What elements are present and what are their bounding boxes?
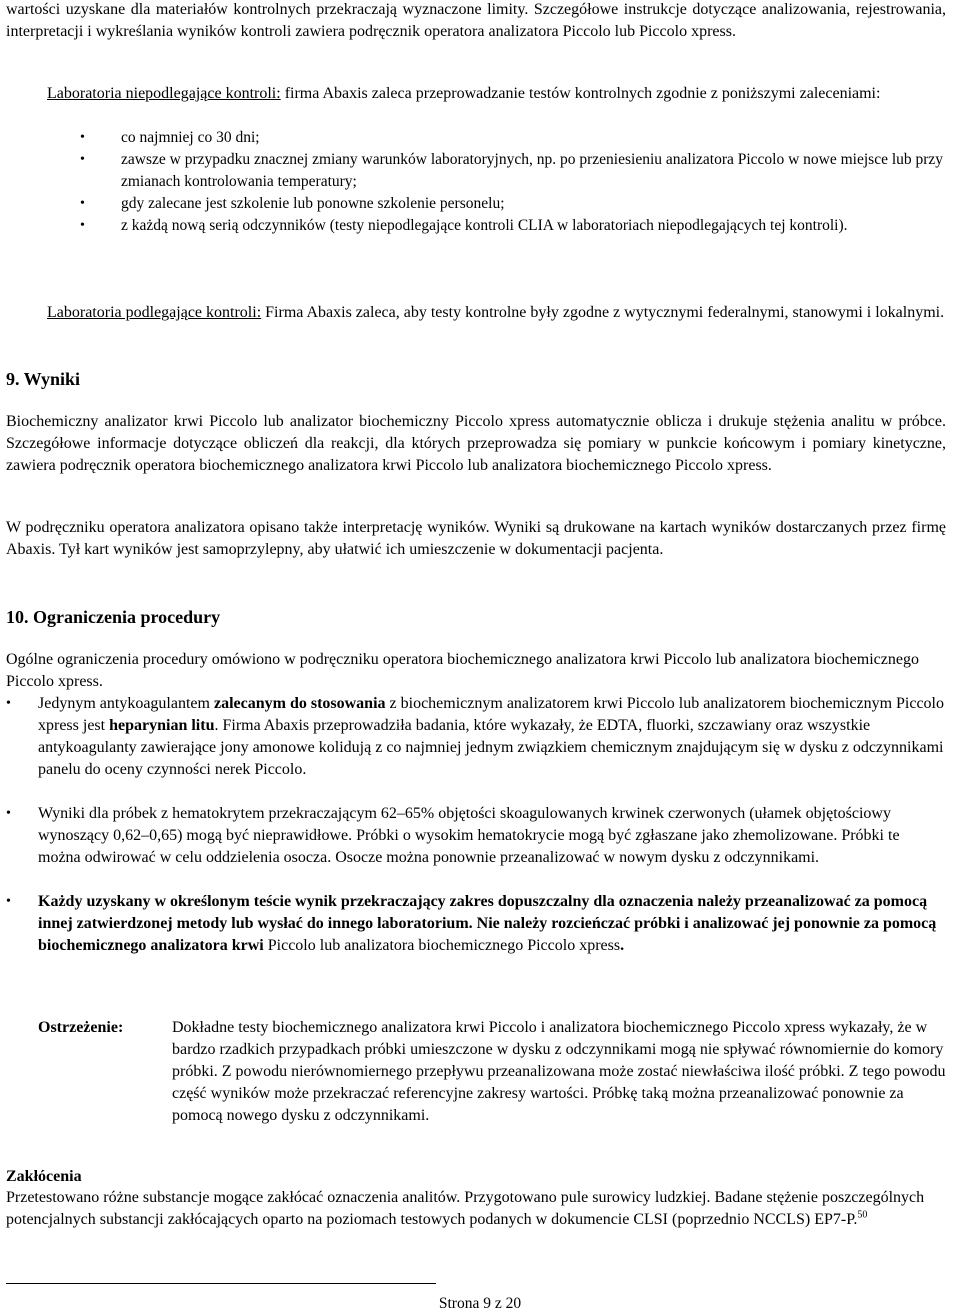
section-9-paragraph-2: W podręczniku operatora analizatora opisano także interpretację wyników. Wyniki są drukowane na kartach wyników dostarczanych przez firmę Abaxis. Tył kart wyników jest samoprzylepny, aby ułatwić ich umieszczenie w dokumentacji pacjenta.	[6, 519, 946, 558]
list-item: • co najmniej co 30 dni;	[80, 127, 946, 149]
lab-regulated-text: Firma Abaxis zaleca, aby testy kontrolne były zgodne z wytycznymi federalnymi, stanowymi i lokalnymi.	[261, 304, 945, 321]
list-item: • zawsze w przypadku znacznej zmiany warunków laboratoryjnych, np. po przeniesieniu analizatora Piccolo w nowe miejsce lub przy zmianach kontrolowania temperatury;	[80, 149, 946, 193]
warning-block	[38, 1017, 946, 1127]
page-number: Strona 9 z 20	[438, 1295, 522, 1312]
section-9-title: 9. Wyniki	[6, 369, 81, 389]
section-10-list	[6, 693, 946, 957]
warning-text: Dokładne testy biochemicznego analizatora krwi Piccolo i analizatora biochemicznego Piccolo xpress wykazały, że w bardzo rzadkich przypadkach próbki umieszczone w dysku z odczynnikami mogą nie spływać równomiernie do komory próbki. Z powodu nierównomiernego przepływu przeanalizowana może zostać niewłaściwa ilość próbki. Z tego powodu część wyników może przekraczać referencyjne zakresy wartości. Próbkę taką można przeanalizować ponownie za pomocą nowego dysku z odczynnikami.	[172, 1019, 946, 1124]
lab-non-regulated-text: firma Abaxis zaleca przeprowadzanie testów kontrolnych zgodnie z poniższymi zaleceniami:	[280, 85, 881, 102]
section-9-paragraph-1: Biochemiczny analizator krwi Piccolo lub analizator biochemiczny Piccolo xpress automatycznie oblicza i drukuje stężenia analitu w próbce. Szczegółowe informacje dotyczące obliczeń dla reakcji, dla których przeprowadza się pomiary w punkcie końcowym i pomiary kinetyczne, zawiera podręcznik operatora biochemicznego analizatora krwi Piccolo lub analizatora biochemicznego Piccolo xpress.	[6, 413, 946, 474]
lab-non-regulated-label: Laboratoria niepodlegające kontroli:	[47, 85, 281, 102]
interference-title: Zakłócenia	[6, 1168, 82, 1185]
interference-paragraph: Przetestowano różne substancje mogące zakłócać oznaczenia analitów. Przygotowano pule surowicy ludzkiej. Badane stężenie poszczególnych potencjalnych substancji zakłócających oparto na poziomach testowych podanych w dokumencie CLSI (poprzednio NCCLS) EP7-P.$^{50}$	[6, 1189, 925, 1228]
footnote-ref: 50	[857, 1209, 868, 1221]
footer-divider	[6, 1283, 436, 1284]
list-item: • Jedynym antykoagulantem zalecanym do stosowania z biochemicznym analizatorem krwi Piccolo lub analizatorem biochemicznym Piccolo xpress jest heparynian litu. Firma Abaxis przeprowadziła badania, które wykazały, że EDTA, fluorki, szczawiany oraz wszystkie antykoagulanty zawierające jony amonowe kolidują z co najmniej jednym związkiem chemicznym znajdującym się w dysku z odczynnikami panelu do oceny czynności nerek Piccolo.	[6, 693, 946, 781]
warning-label: Ostrzeżenie:	[38, 1019, 124, 1036]
list-item: • gdy zalecane jest szkolenie lub ponowne szkolenie personelu;	[80, 193, 946, 215]
lab-non-regulated-list	[80, 127, 946, 237]
section-10-title: 10. Ograniczenia procedury	[6, 607, 221, 627]
lab-regulated-label: Laboratoria podlegające kontroli:	[47, 304, 262, 321]
lab-non-regulated-block	[6, 83, 946, 237]
lab-regulated-paragraph	[47, 302, 946, 324]
list-item: • Każdy uzyskany w określonym teście wynik przekraczający zakres dopuszczalny dla oznaczenia należy przeanalizować za pomocą innej zatwierdzonej metody lub wysłać do innego laboratorium. Nie należy rozcieńczać próbki i analizować jej ponownie za pomocą biochemicznego analizatora krwi Piccolo lub analizatora biochemicznego Piccolo xpress.	[6, 891, 946, 957]
section-10-paragraph-1: Ogólne ograniczenia procedury omówiono w podręczniku operatora biochemicznego analizatora krwi Piccolo lub analizatora biochemicznego Piccolo xpress.	[6, 651, 919, 690]
list-item: • z każdą nową serią odczynników (testy niepodlegające kontroli CLIA w laboratoriach niepodlegających tej kontroli).	[80, 215, 946, 237]
intro-paragraph: wartości uzyskane dla materiałów kontrolnych przekraczają wyznaczone limity. Szczegółowe instrukcje dotyczące analizowania, rejestrowania, interpretacji i wykreślania wyników kontroli zawiera podręcznik operatora analizatora Piccolo lub Piccolo xpress.	[6, 1, 946, 40]
lab-non-regulated-paragraph	[47, 83, 946, 105]
list-item: • Wyniki dla próbek z hematokrytem przekraczającym 62–65% objętości skoagulowanych krwinek czerwonych (ułamek objętościowy wynoszący 0,62–0,65) mogą być nieprawidłowe. Próbki o wysokim hematokrycie mogą być zgłaszane jako zhemolizowane. Próbki te można odwirować w celu oddzielenia osocza. Osocze można ponownie przeanalizować w nowym dysku z odczynnikami.	[6, 803, 946, 869]
